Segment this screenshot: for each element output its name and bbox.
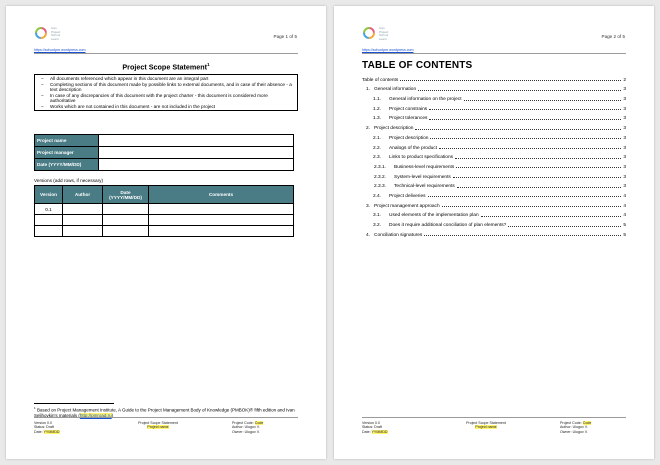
toc-entry-page: 4: [623, 193, 626, 199]
toc-entry-text: Business-level requirements: [394, 164, 455, 170]
version-cell[interactable]: [35, 226, 63, 237]
toc-entry-text: Table of contents: [362, 77, 399, 83]
table-row: [35, 226, 294, 237]
toc-entry-page: 3: [623, 145, 626, 151]
footer-author: Author: Ulugov V.: [560, 425, 588, 430]
toc-entry-number: 1.: [366, 87, 371, 93]
note-item: – All documents referenced which appear in this document are an integral part: [39, 76, 294, 82]
toc-entry-page: 4: [623, 203, 626, 209]
toc-entry-number: 1.2.: [373, 106, 382, 112]
toc-entry-number: 3.1.: [373, 213, 382, 219]
toc-entry-text: General information on the project: [389, 97, 462, 103]
toc-dot-leader: [456, 167, 621, 168]
footer-code-value: Code: [582, 421, 592, 425]
header-divider: [34, 53, 298, 54]
logo-text: Ivan Project School Learn: [379, 26, 389, 41]
logo: [362, 26, 394, 46]
toc-entry[interactable]: [362, 160, 626, 170]
toc-entry-number: 1.1.: [373, 97, 382, 103]
toc-entry-number: 2.4.: [373, 193, 382, 199]
page-footer: [34, 417, 298, 437]
toc-entry-number: 2.1.: [373, 135, 382, 141]
toc-entry-page: 3: [623, 126, 626, 132]
footer-center: [446, 421, 526, 430]
toc-entry-page: 3: [623, 155, 626, 161]
toc-entry[interactable]: [362, 73, 626, 83]
project-meta-table: [34, 134, 294, 171]
toc-entry-number: 3.2.: [373, 223, 382, 228]
meta-value-project-manager[interactable]: [99, 147, 294, 159]
toc-entry-number: 2.: [366, 126, 371, 132]
toc-entry[interactable]: [362, 218, 626, 228]
page-number: Page 2 of 5: [601, 34, 625, 39]
toc-dot-leader: [439, 148, 621, 149]
footer-date-label: Date:: [362, 429, 372, 434]
toc-dot-leader: [442, 206, 622, 207]
footnote-link[interactable]: http://pmroad.ru: [79, 413, 112, 418]
note-item: – Works which are not contained in this document - are not included in the project: [39, 104, 294, 110]
footer-date-label: Date:: [34, 429, 44, 434]
toc-entry-page: 2: [623, 77, 626, 83]
footer-doc-name: Project Scope Statement: [466, 421, 506, 425]
toc-entry-text: General information: [374, 87, 417, 93]
meta-label-project-manager: Project manager: [35, 147, 99, 159]
toc-entry-number: 2.3.2.: [374, 174, 387, 180]
toc-entry-text: Conciliation signatures: [374, 232, 423, 238]
author-cell[interactable]: [63, 215, 103, 226]
meta-value-date[interactable]: [99, 159, 294, 171]
page-number: Page 1 of 5: [273, 34, 297, 39]
version-cell[interactable]: [35, 215, 63, 226]
toc-entry-number: 2.2.: [373, 145, 382, 151]
comments-cell[interactable]: [149, 226, 294, 237]
page-2: [334, 6, 654, 459]
toc-entry[interactable]: [362, 83, 626, 93]
toc-entry[interactable]: [362, 131, 626, 141]
toc-entry[interactable]: [362, 121, 626, 131]
toc-entry-number: 1.3.: [373, 116, 382, 122]
toc-entry-text: Links to product specifications: [389, 155, 454, 161]
toc-dot-leader: [508, 226, 621, 227]
footer-project-name: Project name: [147, 425, 169, 430]
page-footer: [362, 417, 626, 437]
versions-header-version: Version: [35, 186, 63, 204]
footer-left: [34, 421, 60, 434]
toc-dot-leader: [481, 216, 622, 217]
versions-header-date: Date (YYYY/MM/DD): [103, 186, 149, 204]
toc-entry-number: 2.3.1.: [374, 164, 387, 170]
meta-label-date: Date (YYYY/MM/DD): [35, 159, 99, 171]
toc-entry-text: System-level requirements: [394, 174, 451, 180]
page-1: [6, 6, 326, 459]
toc-entry-page: 5: [623, 223, 626, 228]
toc-entry[interactable]: [362, 112, 626, 122]
notes-box: [34, 74, 298, 111]
footer-status: Status: Draft: [34, 425, 54, 430]
table-row: [35, 215, 294, 226]
toc-dot-leader: [415, 129, 621, 130]
toc-entry-text: Analogs of the product: [389, 145, 438, 151]
toc-entry-page: 3: [623, 174, 626, 180]
toc-dot-leader: [464, 100, 622, 101]
comments-cell[interactable]: [149, 204, 294, 215]
versions-header-comments: Comments: [149, 186, 294, 204]
footer-author: Author: Ulugov V.: [232, 425, 260, 430]
logo-ring-icon: [34, 26, 48, 40]
toc-entry-text: Project constrains: [389, 106, 428, 112]
toc-entry[interactable]: [362, 102, 626, 112]
toc-entry-number: 4.: [366, 232, 371, 238]
footer-project-name: Project name: [475, 425, 497, 430]
author-cell[interactable]: [63, 204, 103, 215]
footnote-separator: [34, 403, 114, 404]
footer-doc-name: Project Scope Statement: [138, 421, 178, 425]
table-row: [35, 204, 294, 215]
toc-dot-leader: [430, 138, 621, 139]
toc-entry-number: 2.3.: [373, 155, 382, 161]
footer-left: [362, 421, 388, 434]
toc-title: TABLE OF CONTENTS: [362, 60, 473, 71]
versions-table: [34, 185, 294, 237]
comments-cell[interactable]: [149, 215, 294, 226]
toc-entry-text: Does it require additional conciliation of plan elements?: [389, 223, 507, 228]
toc-dot-leader: [400, 80, 621, 81]
toc-dot-leader: [457, 187, 622, 188]
toc-entry-page: 3: [623, 116, 626, 122]
toc-dot-leader: [424, 235, 621, 236]
logo-text: Ivan Project School Learn: [51, 26, 61, 41]
toc-entry[interactable]: [362, 228, 626, 238]
toc-dot-leader: [429, 119, 621, 120]
footer-code-label: Project Code:: [232, 421, 255, 425]
toc-entry-text: Project deliveries: [389, 193, 426, 199]
toc-entry[interactable]: [362, 180, 626, 190]
table-of-contents: [362, 73, 626, 238]
toc-entry-number: 3.: [366, 203, 371, 209]
footer-center: [118, 421, 198, 430]
date-cell[interactable]: [103, 215, 149, 226]
footer-date-value: YYMMDD: [371, 429, 388, 434]
toc-entry-page: 3: [623, 106, 626, 112]
toc-entry-text: Project description: [389, 135, 429, 141]
site-link[interactable]: https://schoolpm.wordpress.com: [34, 48, 86, 52]
toc-entry-text: Used elements of the implementation plan: [389, 213, 479, 219]
footer-code-label: Project Code:: [560, 421, 583, 425]
toc-dot-leader: [428, 196, 622, 197]
footnote-ref[interactable]: 1: [207, 62, 210, 67]
toc-dot-leader: [429, 109, 621, 110]
author-cell[interactable]: [63, 226, 103, 237]
toc-entry[interactable]: [362, 141, 626, 151]
toc-entry[interactable]: [362, 151, 626, 161]
footer-version: Version 0.0: [34, 421, 52, 425]
footnote-text: Based on Project Management Institute, A Guide to the Project Management Body of Knowledge (PMBOK)® fifth edition and Ivan Selihovkin's materials (: [34, 407, 295, 418]
toc-entry-page: 3: [623, 87, 626, 93]
versions-caption: Versions (add rows, if necessary): [34, 178, 104, 183]
toc-entry-text: Project tolerances: [389, 116, 428, 122]
date-cell[interactable]: [103, 226, 149, 237]
note-item: – In case of any discrepancies of this document with the project charter - this document is considered more authoritative: [39, 93, 294, 104]
toc-entry[interactable]: [362, 209, 626, 219]
toc-entry[interactable]: [362, 170, 626, 180]
toc-entry-text: Project description: [374, 126, 414, 132]
toc-entry-page: 3: [623, 135, 626, 141]
toc-dot-leader: [455, 158, 621, 159]
toc-entry-page: 3: [623, 184, 626, 190]
toc-entry-page: 3: [623, 97, 626, 103]
toc-dot-leader: [453, 177, 622, 178]
toc-entry-text: Technical-level requirements: [394, 184, 455, 190]
footnote-tail: ): [111, 413, 114, 418]
toc-entry-number: 2.3.3.: [374, 184, 387, 190]
toc-entry-page: 5: [623, 232, 626, 238]
toc-dot-leader: [418, 90, 621, 91]
footer-date-value: YYMMDD: [43, 429, 60, 434]
footer-version: Version 0.0: [362, 421, 380, 425]
footer-owner: Owner: Ulugov V.: [232, 429, 260, 434]
footer-owner: Owner: Ulugov V.: [560, 429, 588, 434]
note-item: – Completing sections of this document made by possible links to external documents, and in case of their absence - a text description: [39, 82, 294, 93]
footer-right: [232, 421, 263, 434]
toc-entry[interactable]: [362, 189, 626, 199]
meta-value-project-name[interactable]: [99, 135, 294, 147]
version-cell[interactable]: 0.1: [35, 204, 63, 215]
toc-entry[interactable]: [362, 199, 626, 209]
toc-entry-page: 4: [623, 213, 626, 219]
toc-entry-text: Project management approach: [374, 203, 440, 209]
versions-header-author: Author: [63, 186, 103, 204]
date-cell[interactable]: [103, 204, 149, 215]
header-divider: [362, 53, 626, 54]
document-title-text: Project Scope Statement: [122, 62, 208, 72]
footnote-mark: 1: [34, 406, 36, 410]
logo-ring-icon: [362, 26, 376, 40]
toc-entry[interactable]: [362, 92, 626, 102]
footer-code-value: Code: [254, 421, 264, 425]
toc-entry-page: 3: [623, 164, 626, 170]
document-title: [34, 62, 298, 71]
meta-label-project-name: Project name: [35, 135, 99, 147]
footer-right: [560, 421, 591, 434]
site-link[interactable]: https://schoolpm.wordpress.com: [362, 48, 414, 52]
footer-status: Status: Draft: [362, 425, 382, 430]
logo: [34, 26, 66, 46]
